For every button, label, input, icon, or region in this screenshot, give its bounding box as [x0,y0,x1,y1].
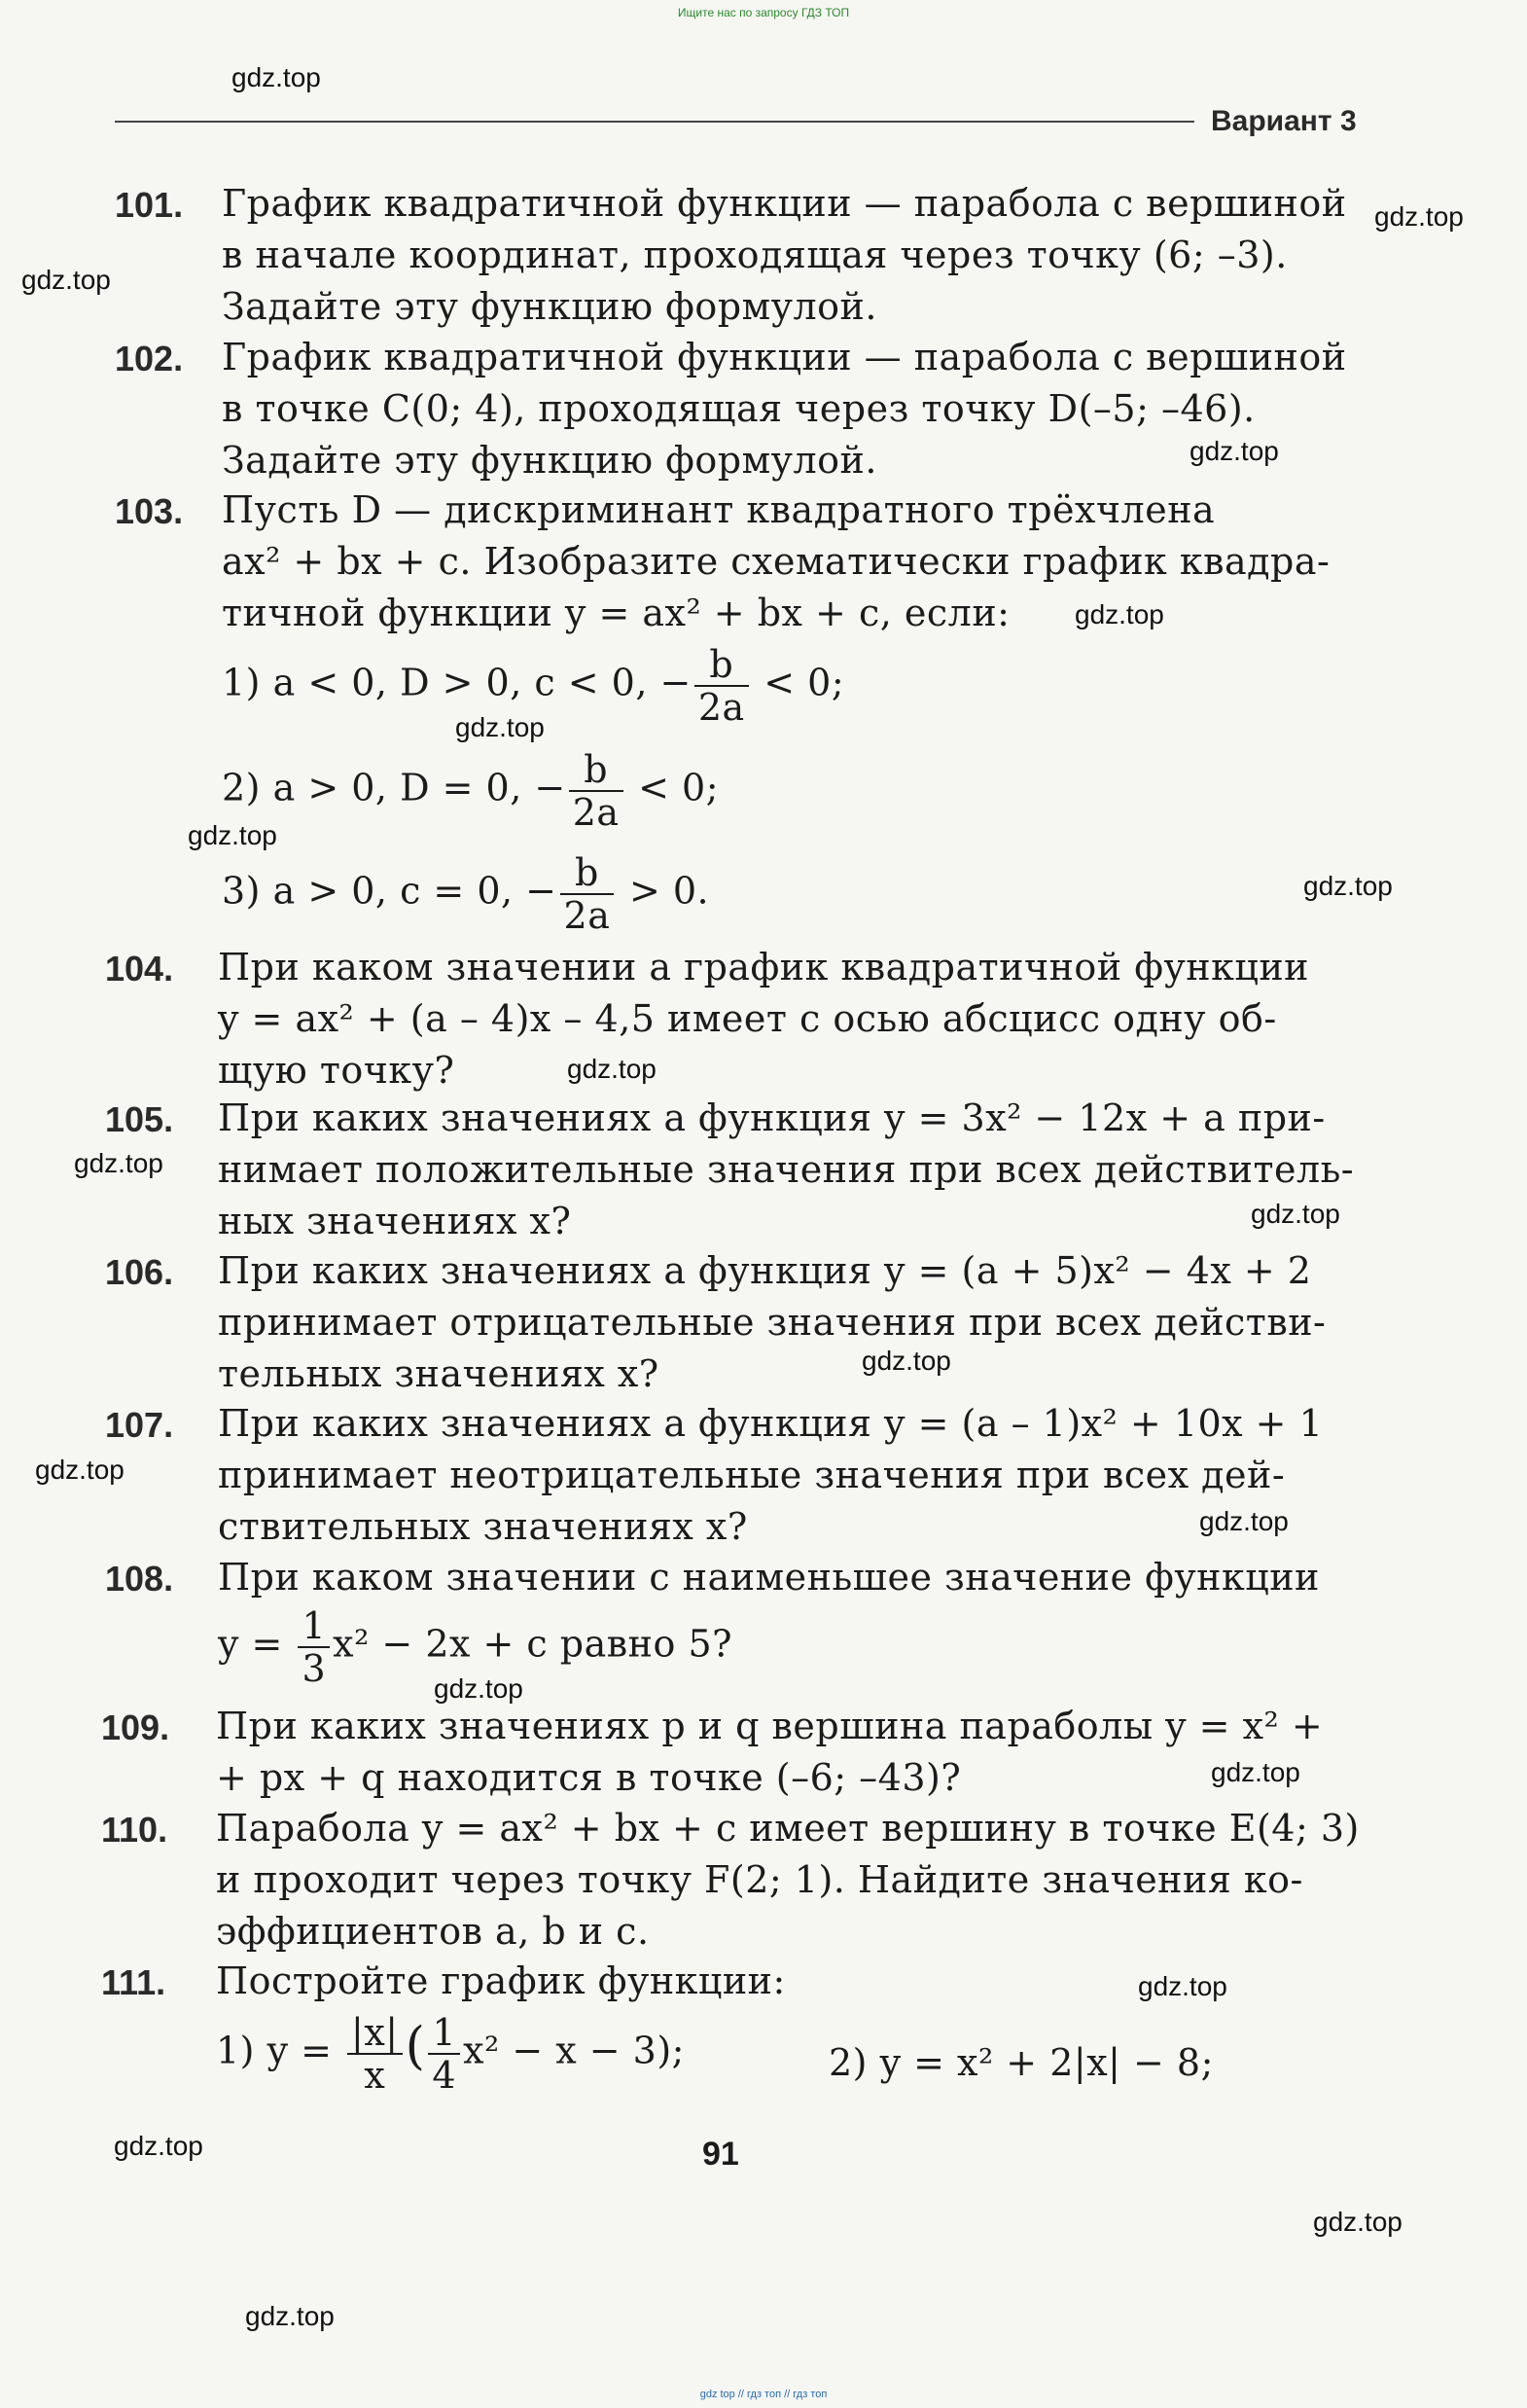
condition-text: < 0; [625,766,720,809]
problem-text: нимает положительные значения при всех действитель- [218,1148,1355,1191]
problem-text: и проходит через точку F(2; 1). Найдите значения ко- [216,1858,1303,1901]
problem-text: Постройте график функции: [216,1959,786,2002]
problem-text: График квадратичной функции — парабола с вершиной [222,182,1347,225]
problem-number: 104. [105,949,174,988]
problem-number: 103. [115,491,184,531]
problem-text: При каких значениях a функция y = (a – 1)x² + 10x + 1 [218,1402,1324,1445]
condition-item [222,749,719,833]
fraction [347,2012,403,2096]
watermark: gdz.top [567,1054,657,1084]
watermark: gdz.top [455,712,545,742]
fraction-denominator: 4 [432,2054,457,2097]
graph-item-1 [216,2012,685,2096]
problem-text: тичной функции y = ax² + bx + c, если: [222,592,1011,634]
condition-text: 1) a < 0, D > 0, c < 0, − [222,661,692,704]
problem-number: 108. [105,1559,174,1599]
problem-number: 102. [115,339,184,378]
problem-number: 105. [105,1099,174,1139]
problem-text: тельных значениях x? [218,1352,659,1395]
condition-text: < 0; [751,661,845,704]
bottom-note: gdz top // гдз топ // гдз топ [699,2389,828,2400]
watermark: gdz.top [1374,201,1464,232]
fraction-denominator: 2a [572,791,620,834]
graph-item-2: 2) y = x² + 2|x| − 8; [829,2041,1214,2084]
watermark: gdz.top [1251,1199,1340,1229]
fraction [569,749,623,833]
formula-text: 1) y = [216,2029,345,2072]
formula-text: y = [218,1622,296,1666]
formula-text: x² − x − 3); [463,2029,685,2072]
formula-text: ( [405,2017,426,2076]
problem-text: При каком значении c наименьшее значение функции [218,1556,1320,1599]
fraction-numerator: b [694,644,749,687]
fraction-numerator: 1 [428,2012,460,2055]
problem-number: 110. [101,1810,168,1850]
problem-text: Задайте эту функцию формулой. [222,439,877,482]
problem-text: принимает неотрицательные значения при всех дей- [218,1454,1286,1496]
condition-item [222,852,709,936]
fraction [560,852,615,936]
page-number: 91 [702,2136,739,2173]
watermark: gdz.top [1303,871,1393,901]
problem-text: эффициентов a, b и c. [216,1910,650,1953]
problem-text: Пусть D — дискриминант квадратного трёхчлена [222,488,1216,531]
fraction-numerator: |x| [347,2012,403,2055]
formula [218,1605,732,1689]
watermark: gdz.top [231,62,321,92]
fraction [428,2012,460,2096]
watermark: gdz.top [114,2131,203,2161]
formula-text: x² − 2x + c равно 5? [333,1622,732,1666]
problem-number: 106. [105,1252,174,1292]
problem-text: ax² + bx + c. Изобразите схематически график квадра- [222,540,1331,583]
problem-number: 101. [115,185,184,225]
watermark: gdz.top [862,1346,951,1376]
problem-text: щую точку? [218,1049,455,1092]
watermark: gdz.top [434,1673,523,1704]
condition-item [222,644,844,728]
problem-text: При каком значении a график квадратичной функции [218,946,1309,988]
watermark: gdz.top [188,820,277,850]
problem-text: y = ax² + (a – 4)x – 4,5 имеет с осью абсцисс одну об- [218,997,1277,1040]
problem-text: При каких значениях p и q вершина параболы y = x² + [216,1705,1324,1747]
problem-text: При каких значениях a функция y = 3x² − 12x + a при- [218,1096,1326,1139]
fraction-denominator: 3 [302,1647,327,1690]
problem-text: Задайте эту функцию формулой. [222,285,877,328]
problem-text: ствительных значениях x? [218,1505,748,1548]
problem-number: 111. [101,1962,166,2002]
watermark: gdz.top [1199,1506,1289,1536]
problem-text: График квадратичной функции — парабола с вершиной [222,336,1347,378]
problem-number: 109. [101,1707,170,1747]
fraction-denominator: 2a [697,686,745,729]
fraction-numerator: b [560,852,615,895]
header-rule [115,121,1194,123]
watermark: gdz.top [1138,1971,1227,2001]
watermark: gdz.top [1190,436,1279,466]
top-note: Ищите нас по запросу ГДЗ ТОП [677,6,850,19]
fraction-numerator: 1 [298,1605,330,1648]
condition-text: > 0. [617,869,710,913]
watermark: gdz.top [35,1455,124,1485]
problem-text: + px + q находится в точке (–6; –43)? [216,1756,962,1799]
fraction [694,644,749,728]
watermark: gdz.top [21,265,111,295]
condition-text: 3) a > 0, c = 0, − [222,869,557,913]
problem-text: Парабола y = ax² + bx + c имеет вершину в точке E(4; 3) [216,1807,1360,1850]
watermark: gdz.top [245,2301,335,2331]
watermark: gdz.top [1313,2207,1403,2237]
watermark: gdz.top [74,1148,163,1178]
watermark: gdz.top [1075,599,1164,629]
fraction-numerator: b [569,749,623,792]
problem-text: в точке C(0; 4), проходящая через точку D(–5; –46). [222,387,1256,430]
variant-label: Вариант 3 [1211,105,1357,137]
problem-text: в начале координат, проходящая через точку (6; –3). [222,234,1288,276]
problem-text: ных значениях x? [218,1200,572,1242]
fraction-denominator: 2a [563,894,611,937]
condition-text: 2) a > 0, D = 0, − [222,766,566,809]
problem-number: 107. [105,1405,174,1445]
problem-text: принимает отрицательные значения при всех действи- [218,1301,1327,1344]
fraction [298,1605,330,1689]
problem-text: При каких значениях a функция y = (a + 5)x² − 4x + 2 [218,1249,1312,1292]
fraction-denominator: x [364,2054,386,2097]
watermark: gdz.top [1211,1757,1300,1787]
